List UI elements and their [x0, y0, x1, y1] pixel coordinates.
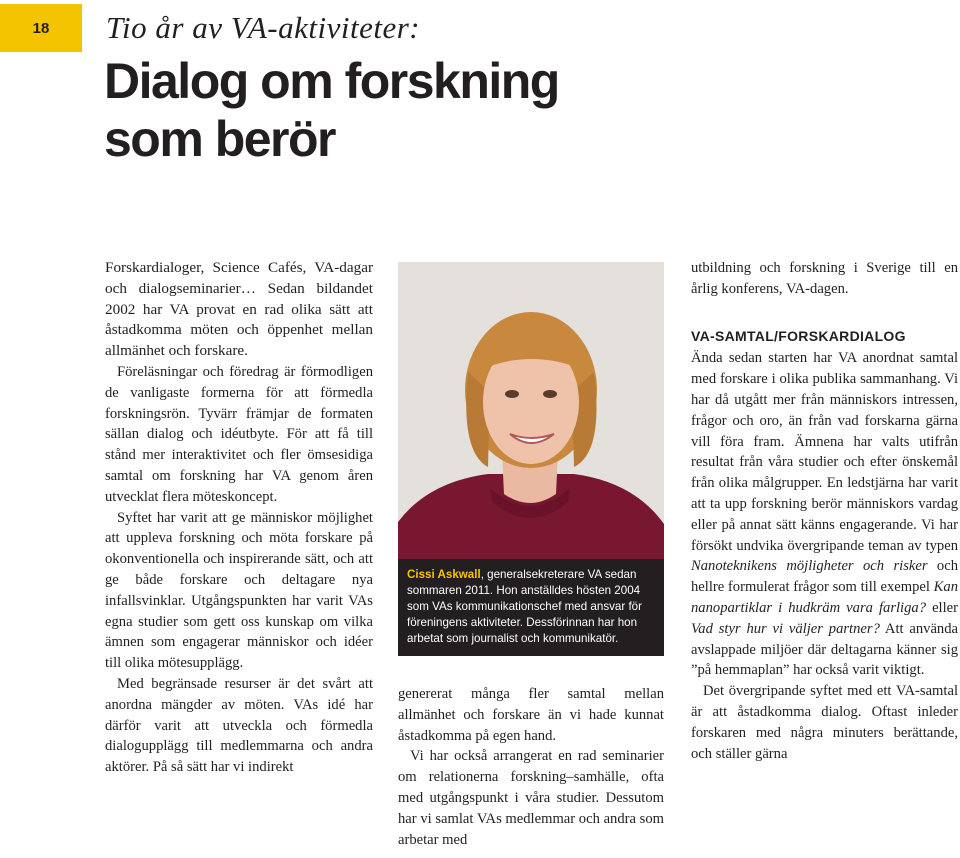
- italic-example: Vad styr hur vi väljer partner?: [691, 620, 880, 637]
- headline-line-2: som berör: [104, 111, 336, 167]
- headline: [104, 52, 559, 168]
- body-paragraph: utbildning och forskning i Sverige till en årlig konferens, VA-dagen.: [691, 260, 958, 297]
- column-2: [398, 684, 664, 850]
- italic-example: Nanoteknikens möjligheter och risker: [691, 558, 928, 575]
- italic-example: Kan nanopartiklar i hudkräm vara farliga?: [691, 579, 958, 616]
- column-3: [691, 258, 958, 764]
- caption-text: , generalsekreterare VA sedan sommaren 2011. Hon anställdes hösten 2004 som VAs kommunikationschef med ansvar för föreningens aktiviteter. Dessförinnan har hon arbetat som journalist och kommunikatör.: [407, 568, 642, 645]
- column-1: [105, 258, 373, 778]
- body-paragraph: Föreläsningar och föredrag är förmodligen de vanligaste formerna för att förmedla forskningsrön. Tyvärr främjar de formaten sällan dialog och idéutbyte. För att få till stånd mer interaktivitet och fler ömsesidiga samtal om forskning har VA genom åren utvecklat flera möteskoncept.: [105, 363, 373, 505]
- caption-name: Cissi Askwall: [407, 568, 481, 581]
- lead-paragraph: Forskardialoger, Science Cafés, VA-dagar och dialogseminarier… Sedan bildandet 2002 har VA provat en rad olika sätt att åstadkomma möten och öppenhet mellan allmänhet och forskare.: [105, 259, 373, 360]
- kicker: Tio år av VA-aktiviteter:: [106, 10, 421, 45]
- text-run: Ända sedan starten har VA anordnat samtal med forskare i olika publika sammanhang. Vi har då utgått mer från människors intressen, frågor och oro, än från vad forskarna gärna vill föra fram. Ämnena har valts utifrån resultat från våra studier och efter önskemål från olika målgrupper. En ledstjärna har varit att ta upp forskning berör människors vardag eller på annat sätt känns engagerande. Vi har försökt undvika övergripande teman av typen: [691, 350, 958, 554]
- text-run: Att använda avslappade miljöer där deltagarna känner sig ”på hemmaplan” har också varit viktigt.: [691, 620, 959, 679]
- photo-caption: [398, 559, 664, 656]
- section-subheading: VA-SAMTAL/FORSKARDIALOG: [691, 327, 906, 344]
- text-run: eller: [926, 599, 958, 616]
- text-run: och hellre formulerat frågor som till exempel: [691, 558, 958, 596]
- body-paragraph: Det övergripande syftet med ett VA-samtal är att åstadkomma dialog. Oftast inleder forskaren med några minuters berättande, och ställer gärna: [691, 683, 958, 762]
- headline-line-1: Dialog om forskning: [104, 53, 559, 109]
- page-number: 18: [0, 4, 82, 52]
- body-paragraph: Vi har också arrangerat en rad seminarier om relationerna forskning–samhälle, ofta med utgångspunkt i våra studier. Dessutom har vi samlat VAs medlemmar och andra som arbetar med: [398, 748, 664, 848]
- body-paragraph: Syftet har varit att ge människor möjlighet att uppleva forskning och möta forskare på okonventionella och inspirerande sätt, och att ge både forskare och deltagare nya infallsvinklar. Utgångspunkten har varit VAs egna studier som gett oss kunskap om vilka ämnen som engagerar människor och idéer till olika mötesupplägg.: [105, 509, 373, 672]
- body-paragraph: genererat många fler samtal mellan allmänhet och forskare än vi hade kunnat åstadkomma på egen hand.: [398, 686, 664, 744]
- portrait-photo: [398, 262, 664, 656]
- body-paragraph: [691, 348, 958, 681]
- body-paragraph: Med begränsade resurser är det svårt att anordna mängder av möten. VAs idé har därför varit att utveckla och förmedla dialogupplägg till medlemmarna och andra aktörer. På så sätt har vi indirekt: [105, 675, 373, 776]
